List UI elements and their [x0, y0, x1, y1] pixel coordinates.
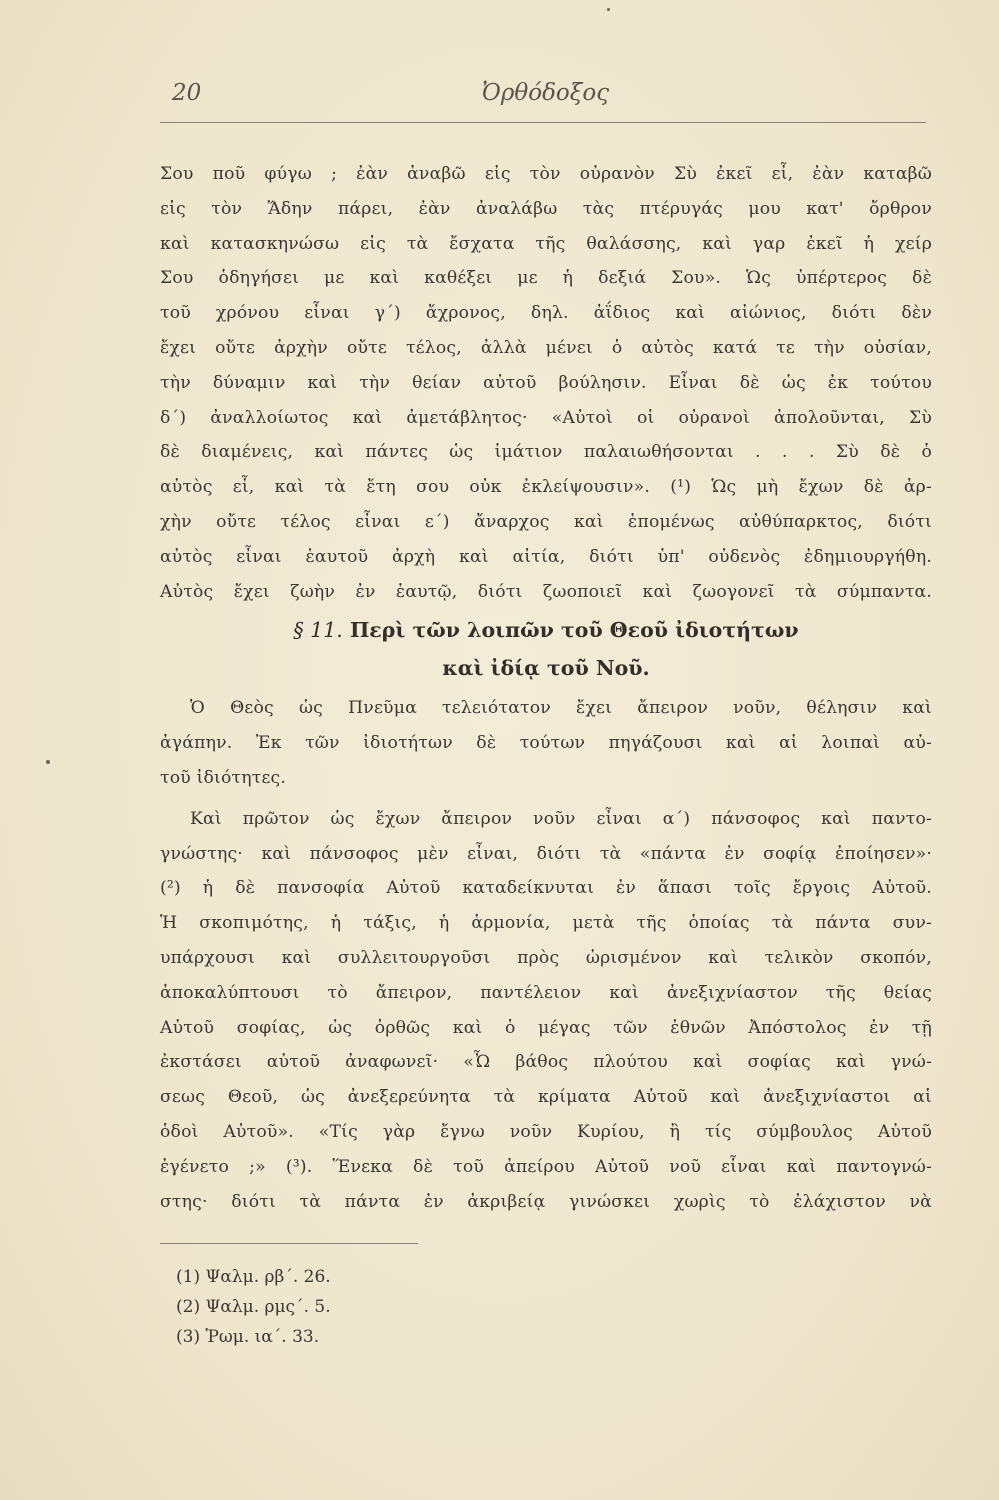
- text-line: σεως Θεοῦ, ὡς ἀνεξερεύνητα τὰ κρίματα Αὐτοῦ καὶ ἀνεξιχνίαστοι αἱ: [160, 1087, 932, 1108]
- page-number: 20: [172, 80, 202, 106]
- text-line: Καὶ πρῶτον ὡς ἔχων ἄπειρον νοῦν εἶναι α΄) πάνσοφος καὶ παντο-: [190, 808, 932, 829]
- section-title-part-1: Περὶ τῶν λοιπῶν τοῦ Θεοῦ ἰδιοτήτων: [349, 618, 799, 643]
- footnote-1: (1) Ψαλμ. ρβ΄. 26.: [176, 1267, 331, 1287]
- text-line: Σου ποῦ φύγω ; ἐὰν ἀναβῶ εἰς τὸν οὐρανὸν Σὺ ἐκεῖ εἶ, ἐὰν καταβῶ: [160, 164, 932, 184]
- page-header: [160, 72, 928, 122]
- text-line: Σου ὁδηγήσει με καὶ καθέξει με ἡ δεξιά Σου». Ὡς ὑπέρτερος δὲ: [160, 268, 932, 289]
- header-rule: [160, 122, 926, 123]
- section-heading-line-1: [160, 611, 932, 649]
- text-line: τοῦ ἰδιότητες.: [160, 767, 287, 788]
- footnote-2: (2) Ψαλμ. ρμς΄. 5.: [176, 1297, 331, 1317]
- text-line: δὲ διαμένεις, καὶ πάντες ὡς ἱμάτιον παλαιωθήσονται . . . Σὺ δὲ ὁ: [160, 442, 932, 463]
- footnotes: [176, 1262, 331, 1352]
- body-text: [160, 157, 932, 1219]
- paragraph-1: [160, 157, 932, 609]
- text-line: ἀγάπην. Ἐκ τῶν ἰδιοτήτων δὲ τούτων πηγάζουσι καὶ αἱ λοιπαὶ αὐ-: [160, 733, 932, 754]
- print-speck: [46, 760, 50, 764]
- text-line: Ἡ σκοπιμότης, ἡ τάξις, ἡ ἁρμονία, μετὰ τῆς ὁποίας τὰ πάντα συν-: [160, 913, 932, 934]
- footnote-3: (3) Ῥωμ. ια΄. 33.: [176, 1327, 320, 1347]
- text-line: στης· διότι τὰ πάντα ἐν ἀκριβείᾳ γινώσκει χωρὶς τὸ ἐλάχιστον νὰ: [160, 1191, 932, 1212]
- text-line: τὴν δύναμιν καὶ τὴν θείαν αὐτοῦ βούλησιν. Εἶναι δὲ ὡς ἐκ τούτου: [160, 372, 932, 393]
- print-speck: [607, 8, 610, 11]
- text-line: ἀποκαλύπτουσι τὸ ἄπειρον, παντέλειον καὶ ἀνεξιχνίαστον τῆς θείας: [160, 982, 932, 1003]
- text-line: (²) ἡ δὲ πανσοφία Αὐτοῦ καταδείκνυται ἐν ἅπασι τοῖς ἔργοις Αὐτοῦ.: [160, 878, 932, 899]
- text-line: καὶ κατασκηνώσω εἰς τὰ ἔσχατα τῆς θαλάσσης, καὶ γαρ ἐκεῖ ἡ χείρ: [160, 233, 932, 254]
- text-line: υπάρχουσι καὶ συλλειτουργοῦσι πρὸς ὡρισμένον καὶ τελικὸν σκοπόν,: [160, 947, 932, 968]
- section-number: § 11.: [293, 618, 343, 643]
- text-line: χὴν οὔτε τέλος εἶναι ε΄) ἄναρχος καὶ ἑπομένως αὐθύπαρκτος, διότι: [160, 511, 932, 532]
- text-line: αὐτὸς εἶναι ἑαυτοῦ ἀρχὴ καὶ αἰτία, διότι ὑπ' οὐδενὸς ἐδημιουργήθη.: [160, 546, 932, 567]
- footnote-rule: [160, 1243, 418, 1244]
- paragraph-2: [160, 691, 932, 795]
- text-line: ἔχει οὔτε ἀρχὴν οὔτε τέλος, ἀλλὰ μένει ὁ αὐτὸς κατά τε τὴν οὐσίαν,: [160, 337, 932, 358]
- text-line: εἰς τὸν Ἅδην πάρει, ἐὰν ἀναλάβω τὰς πτέρυγάς μου κατ' ὄρθρον: [160, 198, 932, 219]
- section-heading: [160, 611, 932, 687]
- text-line: αὐτὸς εἶ, καὶ τὰ ἔτη σου οὐκ ἐκλείψουσιν». (¹) Ὡς μὴ ἔχων δὲ ἀρ-: [160, 477, 932, 498]
- text-line: ἐκστάσει αὐτοῦ ἀναφωνεῖ· «Ὦ βάθος πλούτου καὶ σοφίας καὶ γνώ-: [160, 1052, 932, 1073]
- text-line: τοῦ χρόνου εἶναι γ΄) ἄχρονος, δηλ. ἀΐδιος καὶ αἰώνιος, διότι δὲν: [160, 303, 932, 324]
- text-line: γνώστης· καὶ πάνσοφος μὲν εἶναι, διότι τὰ «πάντα ἐν σοφίᾳ ἐποίησεν»·: [160, 843, 932, 864]
- text-line: ἐγένετο ;» (³). Ἕνεκα δὲ τοῦ ἀπείρου Αὐτοῦ νοῦ εἶναι καὶ παντογνώ-: [160, 1156, 932, 1177]
- paragraph-3: [160, 802, 932, 1220]
- text-line: Αὐτὸς ἔχει ζωὴν ἐν ἑαυτῷ, διότι ζωοποιεῖ καὶ ζωογονεῖ τὰ σύμπαντα.: [160, 581, 932, 602]
- text-line: Αὐτοῦ σοφίας, ὡς ὀρθῶς καὶ ὁ μέγας τῶν ἐθνῶν Ἀπόστολος ἐν τῇ: [160, 1017, 932, 1038]
- running-title: Ὀρθόδοξος: [482, 80, 610, 106]
- text-line: Ὁ Θεὸς ὡς Πνεῦμα τελειότατον ἔχει ἄπειρον νοῦν, θέλησιν καὶ: [190, 698, 932, 719]
- text-line: ὁδοὶ Αὐτοῦ». «Τίς γὰρ ἔγνω νοῦν Κυρίου, ἢ τίς σύμβουλος Αὐτοῦ: [160, 1121, 932, 1142]
- text-line: δ΄) ἀναλλοίωτος καὶ ἀμετάβλητος· «Αὐτοὶ οἱ οὐρανοὶ ἀπολοῦνται, Σὺ: [160, 407, 932, 428]
- section-title-part-2: καὶ ἰδίᾳ τοῦ Νοῦ.: [442, 656, 650, 681]
